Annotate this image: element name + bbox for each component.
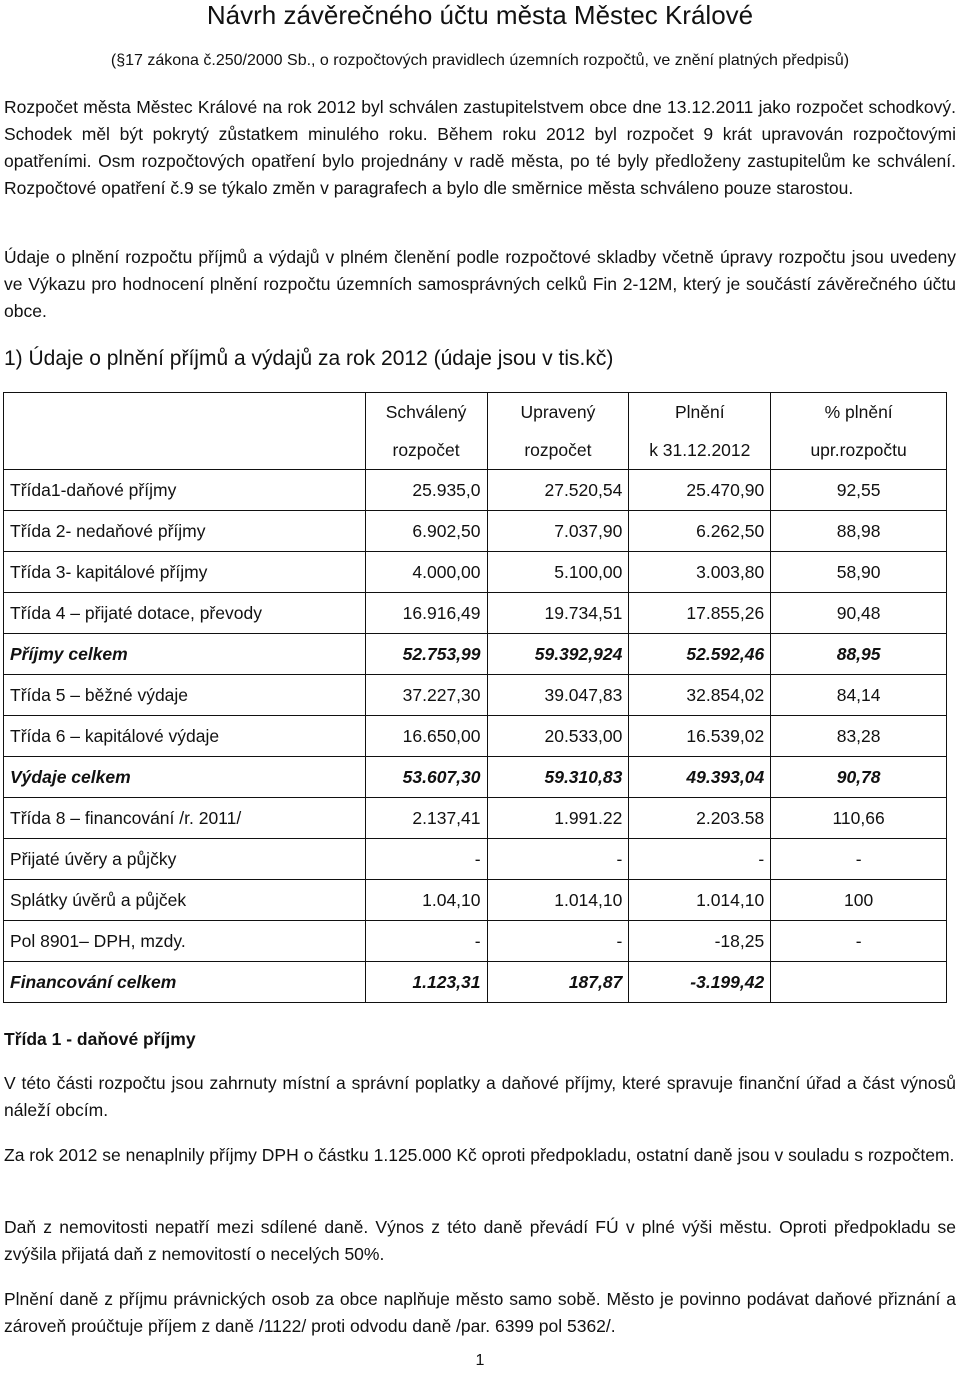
table-row bbox=[4, 757, 947, 798]
table-header-row bbox=[4, 393, 947, 432]
row-label: Příjmy celkem bbox=[4, 634, 366, 675]
actual-value: 16.539,02 bbox=[629, 716, 771, 757]
approved-value: 6.902,50 bbox=[365, 511, 487, 552]
table-header-row bbox=[4, 431, 947, 470]
adjusted-value: 19.734,51 bbox=[487, 593, 629, 634]
row-label: Splátky úvěrů a půjček bbox=[4, 880, 366, 921]
adjusted-value: 7.037,90 bbox=[487, 511, 629, 552]
table-row bbox=[4, 552, 947, 593]
percent-value: 58,90 bbox=[771, 552, 947, 593]
document-subtitle: (§17 zákona č.250/2000 Sb., o rozpočtových pravidlech územních rozpočtů, ve znění platných předpisů) bbox=[110, 52, 850, 69]
section-heading: 1) Údaje o plnění příjmů a výdajů za rok 2012 (údaje jsou v tis.kč) bbox=[4, 347, 614, 370]
page-number: 1 bbox=[475, 1352, 485, 1369]
table-header-cell: rozpočet bbox=[487, 431, 629, 470]
table-header-empty bbox=[4, 431, 366, 470]
approved-value: 37.227,30 bbox=[365, 675, 487, 716]
adjusted-value: 39.047,83 bbox=[487, 675, 629, 716]
table-header-cell: % plnění bbox=[771, 393, 947, 432]
table-header-cell: Schválený bbox=[365, 393, 487, 432]
row-label: Třída 5 – běžné výdaje bbox=[4, 675, 366, 716]
adjusted-value: 27.520,54 bbox=[487, 470, 629, 511]
percent-value: 88,95 bbox=[771, 634, 947, 675]
actual-value: 1.014,10 bbox=[629, 880, 771, 921]
table-row bbox=[4, 839, 947, 880]
approved-value: 16.650,00 bbox=[365, 716, 487, 757]
approved-value: 25.935,0 bbox=[365, 470, 487, 511]
percent-value bbox=[771, 962, 947, 1003]
approved-value: 1.04,10 bbox=[365, 880, 487, 921]
approved-value: 53.607,30 bbox=[365, 757, 487, 798]
table-row bbox=[4, 511, 947, 552]
table-row bbox=[4, 880, 947, 921]
row-label: Výdaje celkem bbox=[4, 757, 366, 798]
table-row bbox=[4, 798, 947, 839]
adjusted-value: - bbox=[487, 839, 629, 880]
intro-paragraph: Rozpočet města Městec Králové na rok 2012 byl schválen zastupitelstvem obce dne 13.12.2011 jako rozpočet schodkový. Schodek měl být pokrytý zůstatkem minulého roku. Během roku 2012 byl rozpočet 9 krát upravován rozpočtovými opatřeními. Osm rozpočtových opatření bylo projednány v radě města, po té byly předloženy zastupitelům ke schválení. Rozpočtové opatření č.9 se týkalo změn v paragrafech a bylo dle směrnice města schváleno pouze starostou. bbox=[4, 97, 956, 198]
adjusted-value: 5.100,00 bbox=[487, 552, 629, 593]
percent-value: 84,14 bbox=[771, 675, 947, 716]
percent-value: 90,48 bbox=[771, 593, 947, 634]
actual-value: 17.855,26 bbox=[629, 593, 771, 634]
data-paragraph: Údaje o plnění rozpočtu příjmů a výdajů v plném členění podle rozpočtové skladby včetně úpravy rozpočtu jsou uvedeny ve Výkazu pro hodnocení plnění rozpočtu územních samosprávných celků Fin 2-12M, který je součástí závěrečného účtu obce. bbox=[4, 247, 956, 321]
actual-value: -3.199,42 bbox=[629, 962, 771, 1003]
approved-value: 1.123,31 bbox=[365, 962, 487, 1003]
actual-value: 6.262,50 bbox=[629, 511, 771, 552]
table-row bbox=[4, 921, 947, 962]
percent-value: 90,78 bbox=[771, 757, 947, 798]
row-label: Přijaté úvěry a půjčky bbox=[4, 839, 366, 880]
row-label: Třída1-daňové příjmy bbox=[4, 470, 366, 511]
class1-heading: Třída 1 - daňové příjmy bbox=[4, 1029, 196, 1049]
percent-value: 100 bbox=[771, 880, 947, 921]
approved-value: 16.916,49 bbox=[365, 593, 487, 634]
adjusted-value: 1.991.22 bbox=[487, 798, 629, 839]
table-header-cell: k 31.12.2012 bbox=[629, 431, 771, 470]
row-label: Třída 4 – přijaté dotace, převody bbox=[4, 593, 366, 634]
percent-value: 92,55 bbox=[771, 470, 947, 511]
table-row bbox=[4, 634, 947, 675]
approved-value: - bbox=[365, 921, 487, 962]
paragraph: V této části rozpočtu jsou zahrnuty místní a správní poplatky a daňové příjmy, které spravuje finanční úřad a část výnosů náleží obcím. bbox=[4, 1073, 956, 1120]
document-title: Návrh závěrečného účtu města Městec Králové bbox=[206, 0, 754, 30]
approved-value: 4.000,00 bbox=[365, 552, 487, 593]
approved-value: - bbox=[365, 839, 487, 880]
adjusted-value: - bbox=[487, 921, 629, 962]
actual-value: 52.592,46 bbox=[629, 634, 771, 675]
table-header-cell: upr.rozpočtu bbox=[771, 431, 947, 470]
row-label: Financování celkem bbox=[4, 962, 366, 1003]
actual-value: 3.003,80 bbox=[629, 552, 771, 593]
adjusted-value: 1.014,10 bbox=[487, 880, 629, 921]
paragraph: Daň z nemovitosti nepatří mezi sdílené daně. Výnos z této daně převádí FÚ v plné výši městu. Oproti předpokladu se zvýšila přijatá daň z nemovitostí o necelých 50%. bbox=[4, 1217, 956, 1264]
actual-value: -18,25 bbox=[629, 921, 771, 962]
percent-value: 110,66 bbox=[771, 798, 947, 839]
adjusted-value: 187,87 bbox=[487, 962, 629, 1003]
approved-value: 2.137,41 bbox=[365, 798, 487, 839]
row-label: Třída 3- kapitálové příjmy bbox=[4, 552, 366, 593]
table-row bbox=[4, 675, 947, 716]
percent-value: - bbox=[771, 839, 947, 880]
actual-value: 49.393,04 bbox=[629, 757, 771, 798]
actual-value: 25.470,90 bbox=[629, 470, 771, 511]
row-label: Třída 2- nedaňové příjmy bbox=[4, 511, 366, 552]
adjusted-value: 20.533,00 bbox=[487, 716, 629, 757]
percent-value: 83,28 bbox=[771, 716, 947, 757]
actual-value: 2.203.58 bbox=[629, 798, 771, 839]
actual-value: - bbox=[629, 839, 771, 880]
row-label: Pol 8901– DPH, mzdy. bbox=[4, 921, 366, 962]
paragraph: Za rok 2012 se nenaplnily příjmy DPH o částku 1.125.000 Kč oproti předpokladu, ostatní daně jsou v souladu s rozpočtem. bbox=[4, 1145, 955, 1165]
table-header-empty bbox=[4, 393, 366, 432]
row-label: Třída 6 – kapitálové výdaje bbox=[4, 716, 366, 757]
table-row bbox=[4, 470, 947, 511]
approved-value: 52.753,99 bbox=[365, 634, 487, 675]
table-header-cell: Upravený bbox=[487, 393, 629, 432]
adjusted-value: 59.310,83 bbox=[487, 757, 629, 798]
table-header-cell: Plnění bbox=[629, 393, 771, 432]
adjusted-value: 59.392,924 bbox=[487, 634, 629, 675]
paragraph: Plnění daně z příjmu právnických osob za obce naplňuje město samo sobě. Město je povinno podávat daňové přiznání a zároveň proúčtuje příjem z daně /1122/ proti odvodu daně /par. 6399 pol 5362/. bbox=[4, 1289, 956, 1336]
percent-value: - bbox=[771, 921, 947, 962]
table-header-cell: rozpočet bbox=[365, 431, 487, 470]
table-row bbox=[4, 593, 947, 634]
table-row bbox=[4, 716, 947, 757]
actual-value: 32.854,02 bbox=[629, 675, 771, 716]
budget-table bbox=[3, 392, 947, 1003]
table-row bbox=[4, 962, 947, 1003]
row-label: Třída 8 – financování /r. 2011/ bbox=[4, 798, 366, 839]
percent-value: 88,98 bbox=[771, 511, 947, 552]
